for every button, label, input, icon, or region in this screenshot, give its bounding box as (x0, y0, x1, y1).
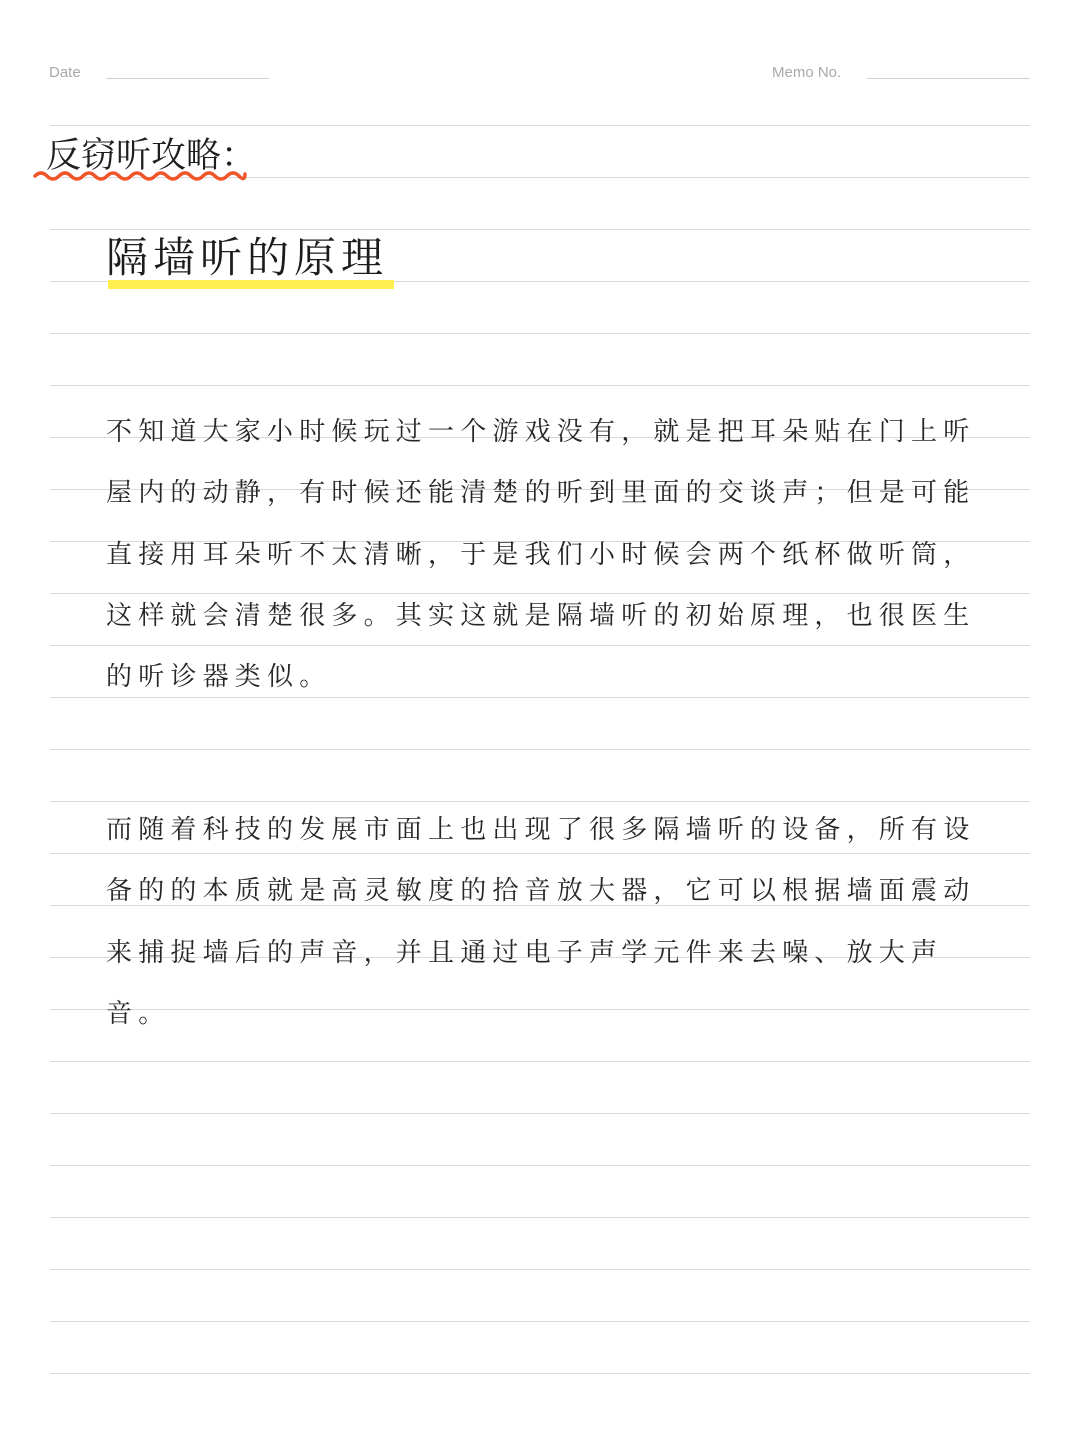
memo-number-field-line (867, 78, 1030, 79)
ruled-line (50, 385, 1030, 386)
ruled-line (50, 1373, 1030, 1374)
section-heading: 隔墙听的原理 (106, 233, 389, 282)
ruled-line (50, 125, 1030, 126)
ruled-line (50, 1165, 1030, 1166)
ruled-line (50, 333, 1030, 334)
date-label: Date (49, 64, 81, 81)
wavy-underline-decoration (33, 168, 247, 182)
paragraph-2: 而随着科技的发展市面上也出现了很多隔墙听的设备，所有设备的的本质就是高灵敏度的拾音放大器，它可以根据墙面震动来捕捉墙后的声音，并且通过电子声学元件来去噪、放大声音。 (106, 815, 976, 1029)
ruled-line (50, 1113, 1030, 1114)
ruled-line (50, 1217, 1030, 1218)
memo-number-label: Memo No. (772, 64, 842, 81)
ruled-line (50, 749, 1030, 750)
ruled-line (50, 1321, 1030, 1322)
paragraph-1: 不知道大家小时候玩过一个游戏没有，就是把耳朵贴在门上听屋内的动静，有时候还能清楚的听到里面的交谈声；但是可能直接用耳朵听不太清晰，于是我们小时候会两个纸杯做听筒，这样就会清楚很多。其实这就是隔墙听的初始原理，也很医生的听诊器类似。 (106, 417, 976, 693)
date-field-line (106, 78, 269, 79)
page-title: 反窃听攻略： (46, 136, 257, 176)
ruled-line (50, 1061, 1030, 1062)
ruled-line (50, 1269, 1030, 1270)
